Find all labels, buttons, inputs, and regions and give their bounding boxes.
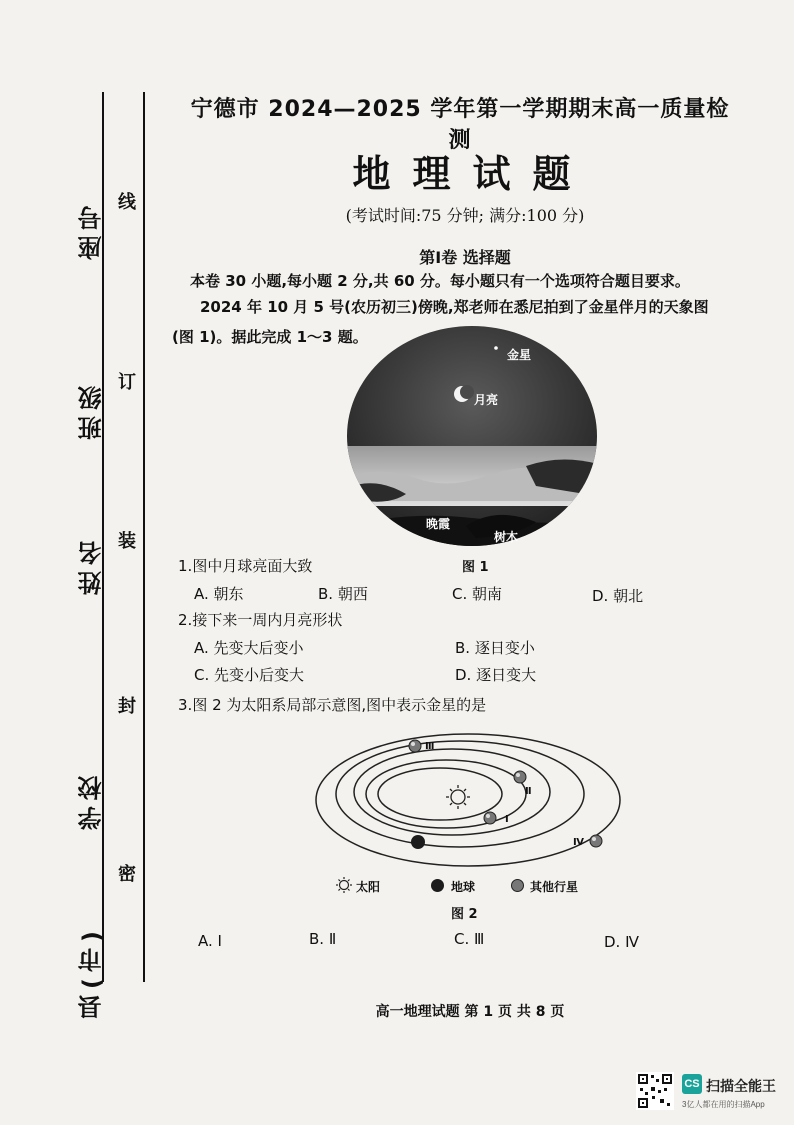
question-3 bbox=[178, 694, 486, 715]
q3-option-d: D. Ⅳ bbox=[604, 933, 639, 951]
label-venus: 金星 bbox=[507, 348, 532, 362]
seal-mark-zhuang: 装 bbox=[118, 531, 136, 552]
planet-label-3: Ⅲ bbox=[425, 741, 435, 752]
legend-earth-icon bbox=[431, 879, 444, 892]
label-moon: 月亮 bbox=[474, 393, 499, 407]
section-heading: 第Ⅰ卷 选择题 bbox=[419, 248, 511, 267]
q1-option-c: C. 朝南 bbox=[452, 585, 503, 603]
intro-line-2: (图 1)。据此完成 1～3 题。 bbox=[172, 328, 368, 346]
q1-option-b: B. 朝西 bbox=[318, 585, 368, 603]
q3-option-b: B. Ⅱ bbox=[309, 930, 337, 948]
subject-title: 地理试题 bbox=[352, 151, 593, 196]
q3-option-c: C. Ⅲ bbox=[454, 930, 485, 948]
other-planet-icon bbox=[409, 740, 421, 752]
scanner-app-name: 扫描全能王 bbox=[706, 1078, 776, 1094]
legend-sun-icon bbox=[335, 876, 353, 897]
other-planet-icon bbox=[514, 771, 526, 783]
figure-2-legend bbox=[335, 876, 635, 896]
q2-option-a: A. 先变大后变小 bbox=[194, 639, 304, 657]
orbit-2 bbox=[354, 749, 550, 835]
figure-2-diagram bbox=[312, 722, 624, 882]
question-2-number: 2. bbox=[178, 611, 193, 629]
figure-2-svg bbox=[312, 722, 624, 882]
question-1-text: 图中月球亮面大致 bbox=[192, 557, 313, 575]
legend-other-planet-icon bbox=[511, 879, 524, 892]
seal-mark-ding: 订 bbox=[118, 372, 136, 393]
seal-mark-xian: 线 bbox=[118, 192, 136, 213]
scanner-tagline: 3亿人都在用的扫描App bbox=[682, 1100, 765, 1109]
label-trees: 树木 bbox=[494, 530, 519, 544]
seal-mark-mi: 密 bbox=[118, 864, 136, 885]
venus-icon bbox=[494, 346, 498, 350]
label-sunset-glow: 晚霞 bbox=[426, 517, 451, 531]
field-label-school: 学校 bbox=[78, 770, 106, 830]
q1-option-a: A. 朝东 bbox=[194, 585, 244, 603]
question-1 bbox=[178, 555, 312, 576]
field-label-seat: 座号 bbox=[78, 200, 106, 260]
exam-info: (考试时间:75 分钟; 满分:100 分) bbox=[345, 206, 585, 225]
figure-1-caption: 图 1 bbox=[462, 560, 489, 575]
intro-line-1: 2024 年 10 月 5 号(农历初三)傍晚,郑老师在悉尼拍到了金星伴月的天象图 bbox=[200, 298, 709, 316]
question-2-text: 接下来一周内月亮形状 bbox=[192, 611, 343, 629]
other-planet-icon bbox=[590, 835, 602, 847]
legend-earth-label: 地球 bbox=[451, 880, 476, 894]
binding-line-right bbox=[143, 92, 145, 982]
q2-option-c: C. 先变小后变大 bbox=[194, 666, 305, 684]
q3-option-a: A. Ⅰ bbox=[198, 932, 222, 950]
orbit-0 bbox=[378, 768, 502, 820]
field-label-county: 县(市) bbox=[78, 925, 106, 1019]
planet-label-4: Ⅳ bbox=[573, 837, 584, 848]
q2-option-d: D. 逐日变大 bbox=[455, 666, 537, 684]
question-1-number: 1. bbox=[178, 557, 193, 575]
exam-title: 宁德市 2024—2025 学年第一学期期末高一质量检测 bbox=[190, 97, 730, 153]
planet-label-2: Ⅱ bbox=[525, 786, 532, 797]
q2-option-b: B. 逐日变小 bbox=[455, 639, 535, 657]
orbit-3 bbox=[336, 741, 584, 847]
question-3-text: 图 2 为太阳系局部示意图,图中表示金星的是 bbox=[192, 696, 487, 714]
scanner-logo-icon: CS bbox=[682, 1074, 702, 1094]
field-label-name: 姓名 bbox=[78, 535, 106, 595]
planet-label-1: Ⅰ bbox=[505, 814, 509, 825]
field-label-class: 班级 bbox=[78, 380, 106, 440]
seal-mark-feng: 封 bbox=[118, 696, 136, 717]
page-footer: 高一地理试题 第 1 页 共 8 页 bbox=[375, 1004, 565, 1020]
question-2 bbox=[178, 609, 342, 630]
figure-2-caption: 图 2 bbox=[451, 907, 478, 922]
question-3-number: 3. bbox=[178, 696, 193, 714]
legend-other-planet-label: 其他行星 bbox=[530, 880, 579, 894]
qr-code bbox=[636, 1072, 674, 1110]
section-instruction: 本卷 30 小题,每小题 2 分,共 60 分。每小题只有一个选项符合题目要求。 bbox=[190, 272, 690, 290]
legend-sun-label: 太阳 bbox=[356, 880, 381, 894]
sun-icon bbox=[446, 785, 470, 809]
earth-icon bbox=[411, 835, 425, 849]
other-planet-icon bbox=[484, 812, 496, 824]
q1-option-d: D. 朝北 bbox=[592, 587, 644, 605]
figure-1-svg bbox=[346, 326, 598, 548]
figure-1-photo bbox=[346, 326, 598, 548]
